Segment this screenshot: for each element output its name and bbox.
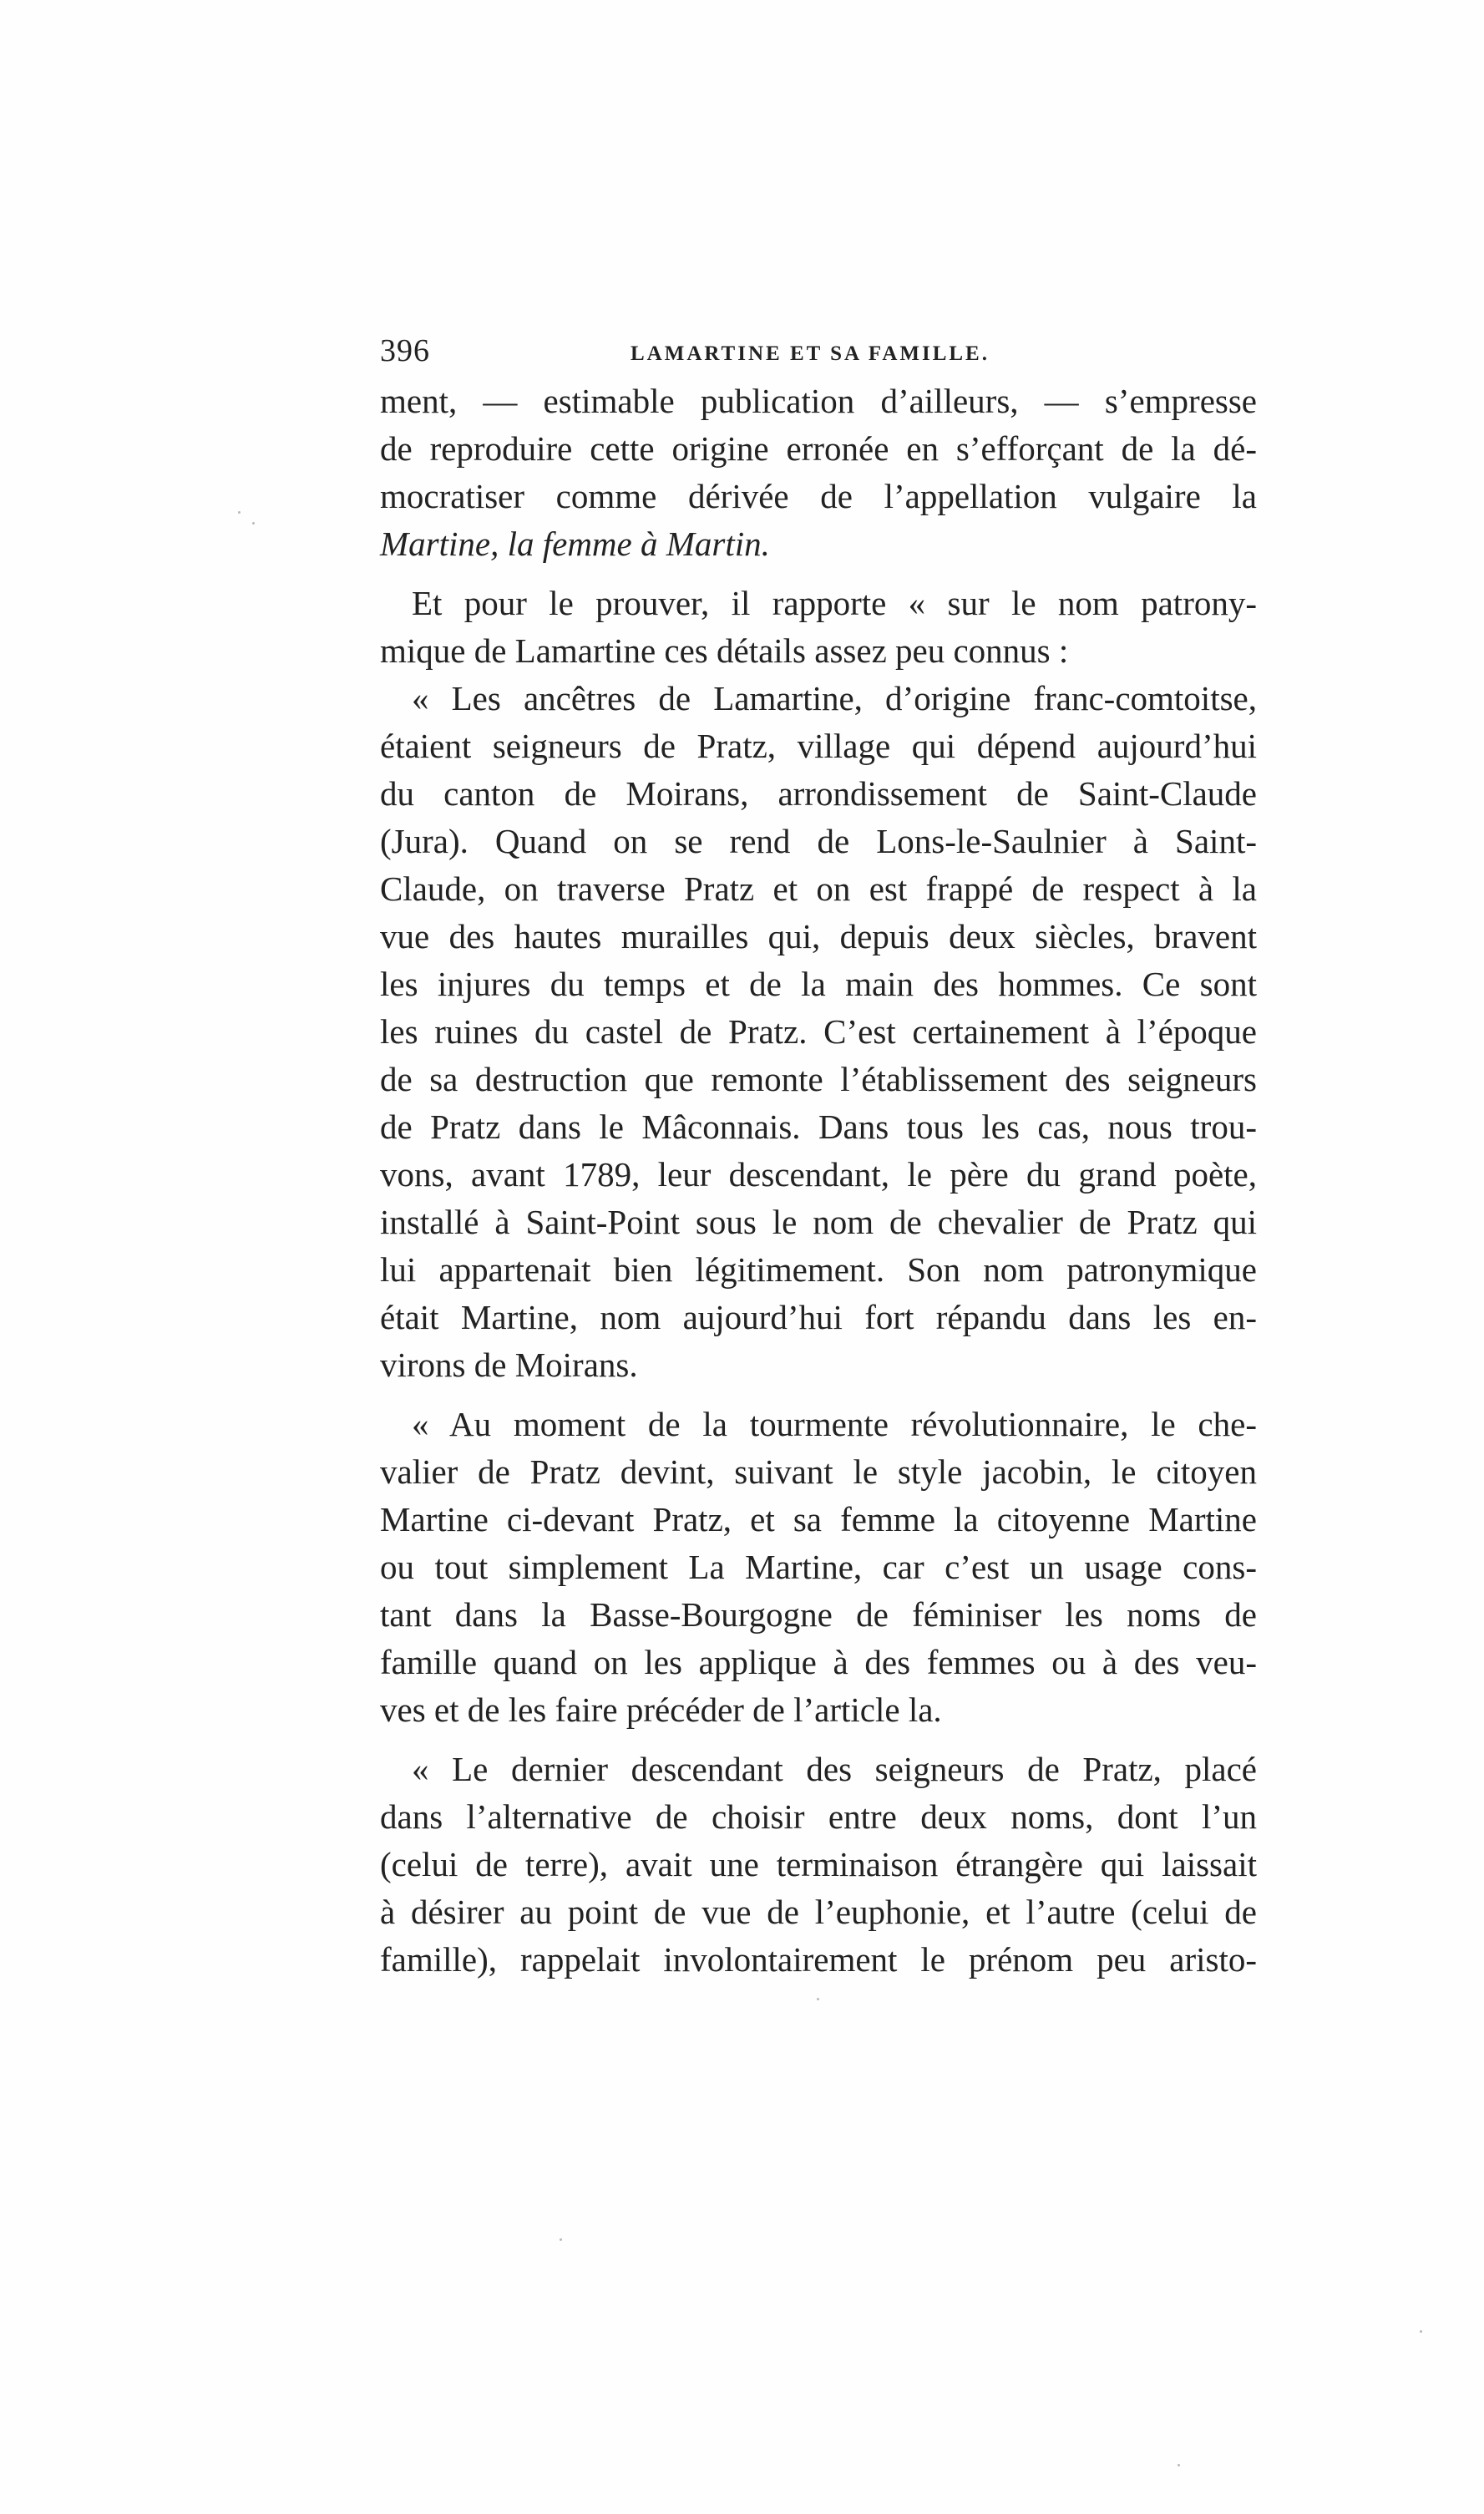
text-line: famille), rappelait involontairement le prénom peu aristo- — [380, 1940, 1257, 1979]
paragraph — [380, 378, 1257, 568]
text-line: Claude, on traverse Pratz et on est frappé de respect à la — [380, 869, 1257, 908]
paragraph — [380, 1401, 1257, 1734]
text-line: à désirer au point de vue de l’euphonie, et l’autre (celui de — [380, 1893, 1257, 1931]
text-line: mocratiser comme dérivée de l’appellation vulgaire la — [380, 477, 1257, 515]
text-line: « Le dernier descendant des seigneurs de Pratz, placé — [412, 1750, 1257, 1788]
text-line: les ruines du castel de Pratz. C’est certainement à l’époque — [380, 1012, 1257, 1051]
text-line: valier de Pratz devint, suivant le style jacobin, le citoyen — [380, 1452, 1257, 1491]
text-line: ves et de les faire précéder de l’article la. — [380, 1690, 942, 1729]
text-line: (Jura). Quand on se rend de Lons-le-Saulnier à Saint- — [380, 822, 1257, 860]
paper-speck — [1420, 2330, 1422, 2333]
text-line: du canton de Moirans, arrondissement de Saint-Claude — [380, 774, 1257, 813]
text-line: ou tout simplement La Martine, car c’est un usage cons- — [380, 1548, 1257, 1586]
text-line: Martine ci-devant Pratz, et sa femme la citoyenne Martine — [380, 1500, 1257, 1538]
text-line: « Au moment de la tourmente révolutionnaire, le che- — [412, 1405, 1257, 1443]
text-line: tant dans la Basse-Bourgogne de féminiser les noms de — [380, 1595, 1257, 1634]
text-line: de sa destruction que remonte l’établissement des seigneurs — [380, 1060, 1257, 1098]
paper-speck — [817, 1998, 819, 2000]
text-line: de Pratz dans le Mâconnais. Dans tous les cas, nous trou- — [380, 1107, 1257, 1146]
text-line: lui appartenait bien légitimement. Son nom patronymique — [380, 1250, 1257, 1289]
text-line: mique de Lamartine ces détails assez peu connus : — [380, 631, 1069, 670]
paragraph — [380, 675, 1257, 1389]
text-line: de reproduire cette origine erronée en s’efforçant de la dé- — [380, 429, 1257, 468]
page-number: 396 — [380, 333, 430, 368]
body-text — [380, 378, 1257, 1984]
text-line: était Martine, nom aujourd’hui fort répandu dans les en- — [380, 1298, 1257, 1336]
text-line: Et pour le prouver, il rapporte « sur le nom patrony- — [412, 584, 1257, 622]
text-line: étaient seigneurs de Pratz, village qui dépend aujourd’hui — [380, 727, 1257, 765]
paragraph — [380, 580, 1257, 675]
text-line: vue des hautes murailles qui, depuis deux siècles, bravent — [380, 917, 1257, 955]
text-line: les injures du temps et de la main des hommes. Ce sont — [380, 965, 1257, 1003]
text-line: Martine, la femme à Martin. — [380, 525, 770, 563]
paper-speck — [560, 2238, 562, 2241]
running-head: LAMARTINE ET SA FAMILLE. — [631, 342, 990, 365]
text-line: installé à Saint-Point sous le nom de chevalier de Pratz qui — [380, 1203, 1257, 1241]
text-line: ment, — estimable publication d’ailleurs, — s’empresse — [380, 382, 1257, 420]
text-line: virons de Moirans. — [380, 1346, 638, 1384]
text-line: vons, avant 1789, leur descendant, le père du grand poète, — [380, 1155, 1257, 1194]
paper-speck — [1178, 2464, 1180, 2466]
page-header — [380, 332, 1257, 374]
paper-speck — [238, 511, 241, 514]
text-line: dans l’alternative de choisir entre deux noms, dont l’un — [380, 1797, 1257, 1836]
text-line: (celui de terre), avait une terminaison étrangère qui laissait — [380, 1845, 1257, 1883]
text-line: famille quand on les applique à des femmes ou à des veu- — [380, 1643, 1257, 1681]
paragraph — [380, 1746, 1257, 1984]
paper-speck — [252, 522, 255, 525]
text-line: « Les ancêtres de Lamartine, d’origine franc-comtoitse, — [412, 679, 1257, 717]
